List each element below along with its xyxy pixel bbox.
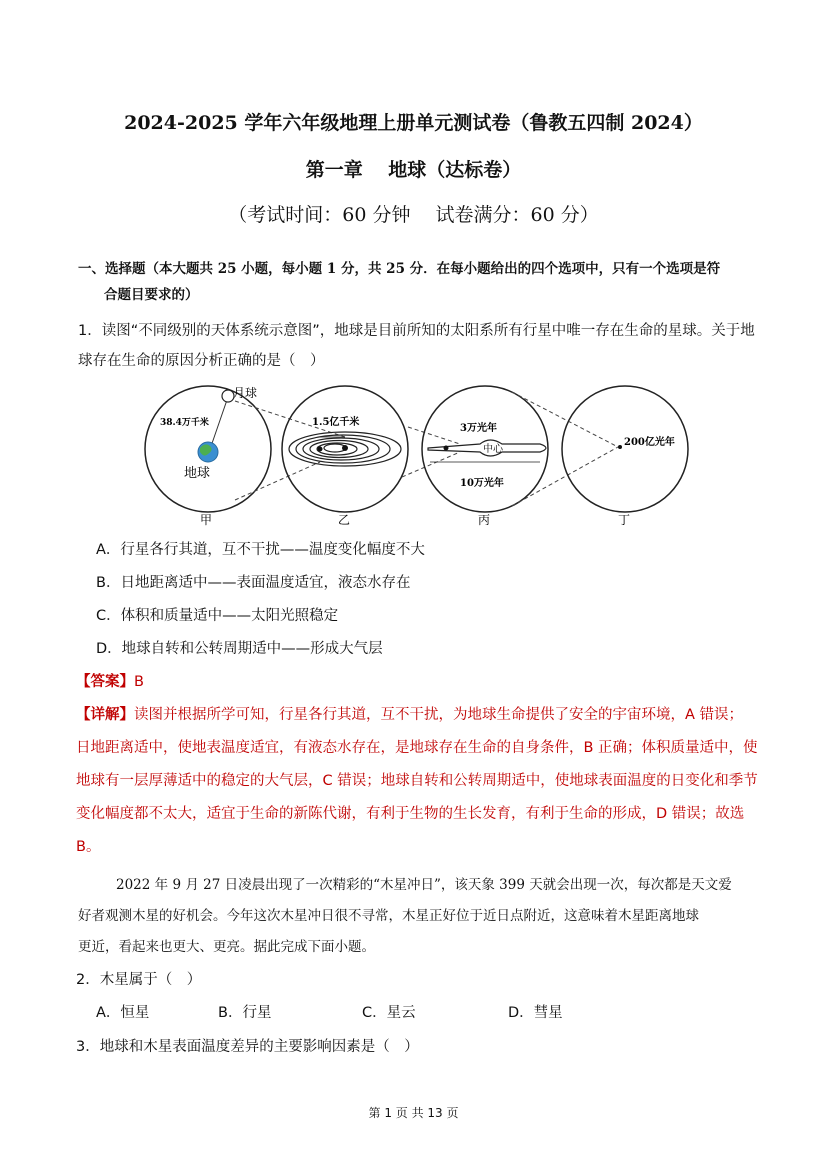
- q1-option-b: B．日地距离适中——表面温度适宜，液态水存在: [96, 575, 411, 591]
- chapter-subtitle: 第一章 地球（达标卷）: [305, 159, 522, 181]
- q1-option-a: A．行星各行其道，互不干扰——温度变化幅度不大: [96, 542, 425, 558]
- label-jia: 甲: [200, 513, 213, 527]
- answer-label: 【答案】: [76, 674, 134, 690]
- circle-ding: [562, 386, 688, 512]
- dist-moon-label: 38.4万千米: [160, 418, 209, 428]
- passage-line3: 更近，看起来也更大、更亮。据此完成下面小题。: [78, 939, 375, 955]
- universe-label: 200亿光年: [624, 437, 675, 448]
- q2-option-a: A．恒星: [96, 1005, 150, 1021]
- exam-title: 2024-2025 学年六年级地理上册单元测试卷（鲁教五四制 2024）: [124, 112, 703, 134]
- label-ding: 丁: [618, 513, 631, 527]
- celestial-systems-figure: [140, 382, 690, 532]
- passage-line1: 2022 年 9 月 27 日凌晨出现了一次精彩的“木星冲日”，该天象 399 天就会出现一次，每次都是天文爱: [116, 877, 732, 893]
- q2-option-c: C．星云: [362, 1005, 416, 1021]
- earth-label: 地球: [184, 466, 211, 481]
- section-heading-cont: 合题目要求的）: [104, 287, 199, 303]
- moon-label: 月球: [233, 386, 258, 400]
- q1-detail-line1: 【详解】读图并根据所学可知，行星各行其道，互不干扰，为地球生命提供了安全的宇宙环境，A 错误；: [76, 707, 744, 723]
- q1-stem-line1: 1．读图“不同级别的天体系统示意图”，地球是目前所知的太阳系所有行星中唯一存在生命的星球。关于地: [78, 323, 755, 339]
- section-heading: 一、选择题（本大题共 25 小题，每小题 1 分，共 25 分．在每小题给出的四个选项中，只有一个选项是符: [78, 261, 721, 277]
- connector-1b: [235, 462, 320, 500]
- galaxy-center-label: 中心: [483, 444, 503, 455]
- q1-option-c: C．体积和质量适中——太阳光照稳定: [96, 608, 339, 624]
- q1-detail-line5: B。: [76, 839, 101, 855]
- q3-stem: 3．地球和木星表面温度差异的主要影响因素是（ ）: [76, 1039, 419, 1055]
- label-bing: 丙: [478, 513, 491, 527]
- galaxy-width-label: 10万光年: [460, 478, 504, 489]
- page-footer: 第 1 页 共 13 页: [368, 1106, 459, 1120]
- dist-sun-label: 1.5亿千米: [312, 417, 360, 428]
- passage-line2: 好者观测木星的好机会。今年这次木星冲日很不寻常，木星正好位于近日点附近，这意味着木星距离地球: [78, 908, 699, 924]
- q2-option-b: B．行星: [218, 1005, 272, 1021]
- galaxy-thick-label: 3万光年: [460, 423, 497, 434]
- q1-option-d: D．地球自转和公转周期适中——形成大气层: [96, 641, 383, 657]
- q2-option-d: D．彗星: [508, 1005, 563, 1021]
- q1-answer: [76, 672, 144, 692]
- q1-detail-line4: 变化幅度都不太大，适宜于生命的新陈代谢，有利于生物的生长发育，有利于生命的形成，D 错误；故选: [76, 806, 745, 822]
- label-yi: 乙: [338, 513, 351, 527]
- q1-detail-line3: 地球有一层厚薄适中的稳定的大气层，C 错误；地球自转和公转周期适中，使地球表面温度的日变化和季节: [76, 773, 758, 789]
- answer-value: B: [134, 674, 144, 690]
- q1-stem-line2: 球存在生命的原因分析正确的是（ ）: [78, 353, 325, 369]
- sun-dot: [342, 445, 348, 451]
- exam-info: （考试时间：60 分钟 试卷满分：60 分）: [228, 204, 599, 226]
- detail-label: 【详解】: [76, 707, 134, 723]
- q2-stem: 2．木星属于（ ）: [76, 972, 202, 988]
- q1-detail-line2: 日地距离适中，使地表温度适宜，有液态水存在，是地球存在生命的自身条件，B 正确；体积质量适中，使: [76, 740, 758, 756]
